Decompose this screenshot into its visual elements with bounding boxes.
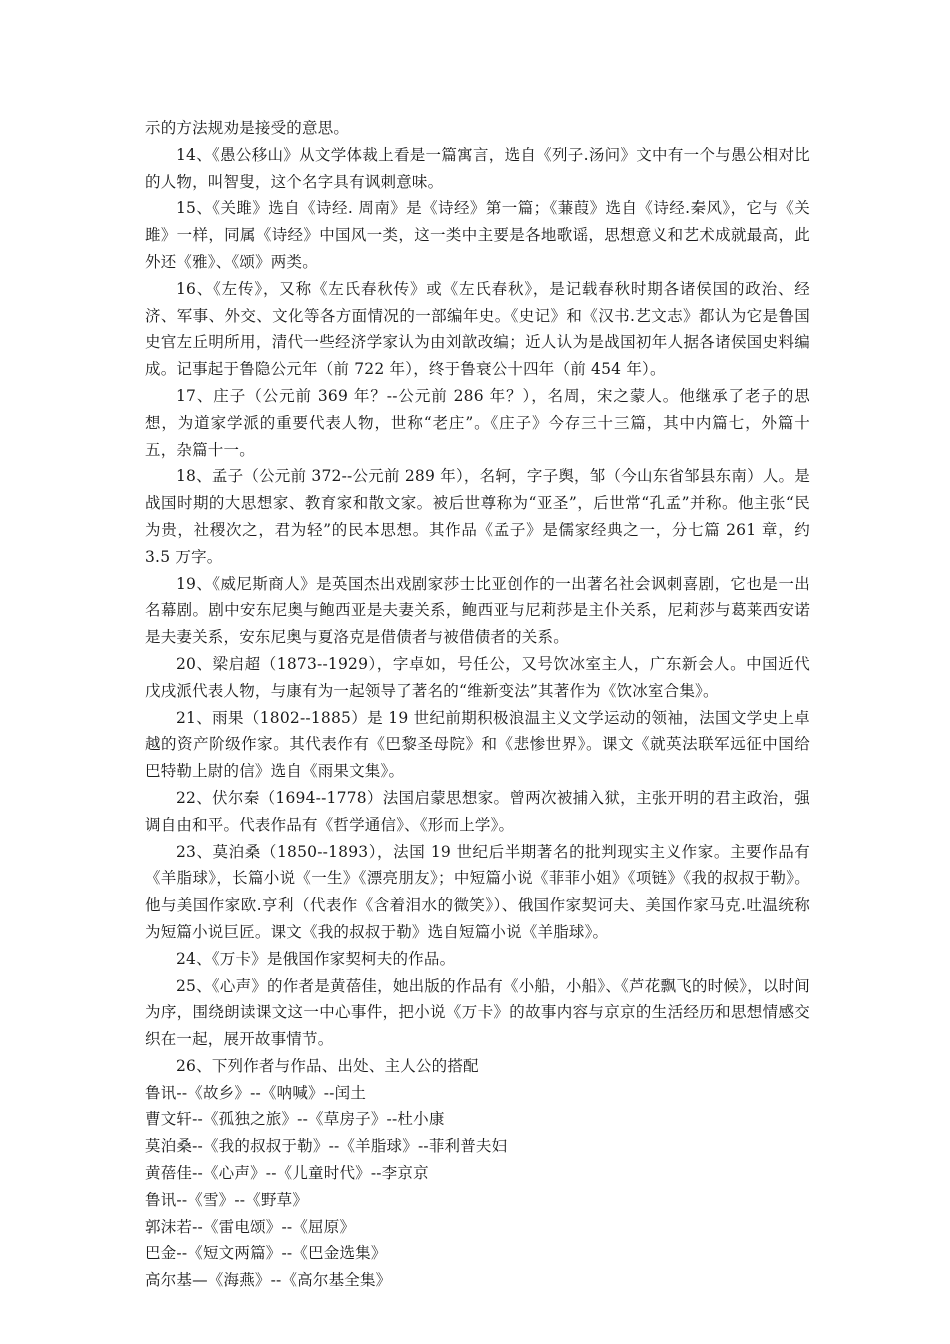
list-item: 莫泊桑--《我的叔叔于勒》--《羊脂球》--菲利普夫妇 bbox=[145, 1137, 508, 1156]
paragraph-17: 17、庄子（公元前 369 年？--公元前 286 年？），名周，宋之蒙人。他继承了老子的思想，为道家学派的重要代表人物，世称“老庄”。《庄子》今存三十三篇，其中内篇七，外篇十五，杂篇十一。 bbox=[145, 386, 810, 459]
paragraph-continuation: 示的方法规劝是接受的意思。 bbox=[145, 119, 350, 137]
list-item: 鲁讯--《雪》--《野草》 bbox=[145, 1190, 309, 1209]
document-body bbox=[145, 115, 810, 1294]
paragraph-16: 16、《左传》，又称《左氏春秋传》或《左氏春秋》，是记载春秋时期各诸侯国的政治、经济、军事、外交、文化等各方面情况的一部编年史。《史记》和《汉书.艺文志》都认为它是鲁国史官左丘明所用，清代一些经济学家认为由刘歆改编；近人认为是战国初年人据各诸侯国史料编成。记事起于鲁隐公元年（前 722 年），终于鲁衰公十四年（前 454 年）。 bbox=[145, 279, 810, 379]
list-item: 鲁讯--《故乡》--《呐喊》--闰土 bbox=[145, 1083, 367, 1102]
paragraph-25: 25、《心声》的作者是黄蓓佳，她出版的作品有《小船，小船》、《芦花飘飞的时候》，以时间为序，围绕朗读课文这一中心事件，把小说《万卡》的故事内容与京京的生活经历和思想情感交织在一起，展开故事情节。 bbox=[145, 976, 810, 1049]
list-item: 黄蓓佳--《心声》--《儿童时代》--李京京 bbox=[145, 1164, 429, 1183]
author-work-list bbox=[145, 1080, 810, 1294]
paragraph-20: 20、梁启超（1873--1929），字卓如，号任公，又号饮冰室主人，广东新会人。中国近代戊戌派代表人物，与康有为一起领导了著名的“维新变法”其著作为《饮冰室合集》。 bbox=[145, 654, 810, 700]
paragraph-22: 22、伏尔秦（1694--1778）法国启蒙思想家。曾两次被捕入狱，主张开明的君主政治，强调自由和平。代表作品有《哲学通信》、《形而上学》。 bbox=[145, 788, 810, 834]
paragraph-18: 18、孟子（公元前 372--公元前 289 年），名轲，字子舆，邹（今山东省邹县东南）人。是战国时期的大思想家、教育家和散文家。被后世尊称为“亚圣”，后世常“孔孟”并称。他主张“民为贵，社稷次之，君为轻”的民本思想。其作品《孟子》是儒家经典之一，分七篇 261 章，约 3.5 万字。 bbox=[145, 467, 810, 566]
list-item: 曹文轩--《孤独之旅》--《草房子》--杜小康 bbox=[145, 1110, 445, 1129]
paragraph-19: 19、《威尼斯商人》是英国杰出戏剧家莎士比亚创作的一出著名社会讽刺喜剧，它也是一出名幕剧。剧中安东尼奥与鲍西亚是夫妻关系，鲍西亚与尼莉莎是主仆关系，尼莉莎与葛莱西安诺是夫妻关系，安东尼奥与夏洛克是借债者与被借债者的关系。 bbox=[145, 574, 810, 647]
paragraph-26: 26、下列作者与作品、出处、主人公的搭配 bbox=[176, 1056, 479, 1075]
list-item: 高尔基—《海燕》--《高尔基全集》 bbox=[145, 1271, 392, 1290]
paragraph-24: 24、《万卡》是俄国作家契柯夫的作品。 bbox=[176, 949, 456, 968]
list-item: 郭沫若--《雷电颂》--《屈原》 bbox=[145, 1217, 356, 1236]
list-item: 巴金--《短文两篇》--《巴金选集》 bbox=[145, 1244, 387, 1263]
paragraph-15: 15、《关雎》选自《诗经. 周南》是《诗经》第一篇；《蒹葭》选自《诗经.秦风》，它与《关雎》一样，同属《诗经》中国风一类，这一类中主要是各地歌谣，思想意义和艺术成就最高，此外还《雅》、《颂》两类。 bbox=[145, 199, 810, 271]
paragraph-21: 21、雨果（1802--1885）是 19 世纪前期积极浪温主义文学运动的领袖，法国文学史上卓越的资产阶级作家。其代表作有《巴黎圣母院》和《悲惨世界》。课文《就英法联军远征中国给巴特勒上尉的信》选自《雨果文集》。 bbox=[145, 708, 810, 781]
paragraph-23: 23、莫泊桑（1850--1893），法国 19 世纪后半期著名的批判现实主义作家。主要作品有《羊脂球》，长篇小说《一生》《漂亮朋友》；中短篇小说《菲菲小姐》《项链》《我的叔叔于勒》。他与美国作家欧.亨利（代表作《含着泪水的微笑》）、俄国作家契诃夫、美国作家马克.吐温统称为短篇小说巨匠。课文《我的叔叔于勒》选自短篇小说《羊脂球》。 bbox=[145, 842, 810, 941]
paragraph-14: 14、《愚公移山》从文学体裁上看是一篇寓言，选自《列子.汤问》文中有一个与愚公相对比的人物，叫智叟，这个名字具有讽刺意味。 bbox=[145, 145, 810, 191]
